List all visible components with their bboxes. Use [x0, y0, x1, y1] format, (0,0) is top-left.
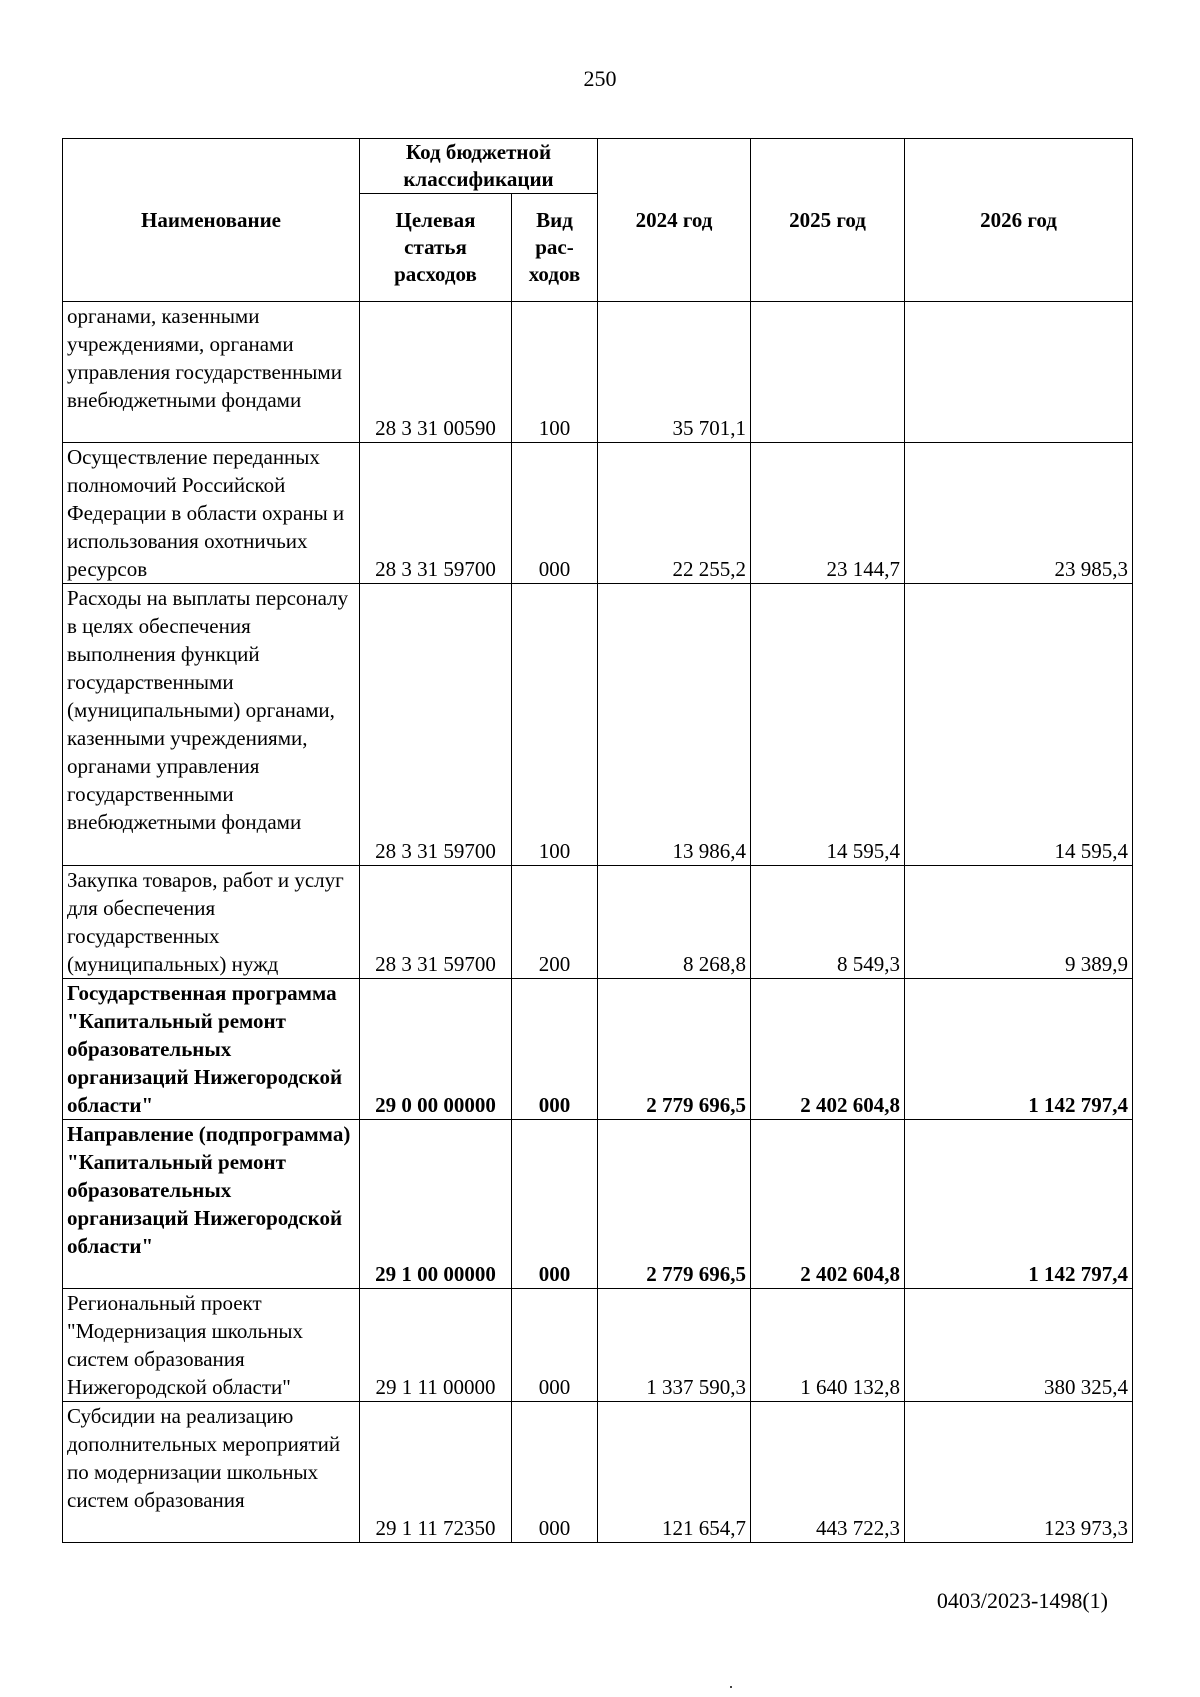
header-kind: Вид рас-ходов [512, 194, 598, 302]
row-value-2026: 1 142 797,4 [905, 979, 1133, 1120]
row-value-2024: 2 779 696,5 [598, 1120, 751, 1289]
row-name: Осуществление переданных полномочий Российской Федерации в области охраны и использования охотничьих ресурсов [63, 443, 360, 584]
row-value-2024: 22 255,2 [598, 443, 751, 584]
page-number: 250 [583, 66, 617, 91]
row-value-2024: 2 779 696,5 [598, 979, 751, 1120]
row-value-2026 [905, 302, 1133, 443]
row-value-2026: 9 389,9 [905, 866, 1133, 979]
row-value-2026: 1 142 797,4 [905, 1120, 1133, 1289]
row-value-2026: 380 325,4 [905, 1289, 1133, 1402]
row-target-code: 28 3 31 59700 [360, 443, 512, 584]
header-target: Целевая статья расходов [360, 194, 512, 302]
row-target-code: 28 3 31 59700 [360, 866, 512, 979]
row-target-code: 28 3 31 00590 [360, 302, 512, 443]
row-kind-code: 000 [512, 979, 598, 1120]
row-target-code: 28 3 31 59700 [360, 584, 512, 866]
row-value-2025: 2 402 604,8 [751, 979, 905, 1120]
row-value-2025: 23 144,7 [751, 443, 905, 584]
table-row [63, 866, 1133, 979]
row-value-2025 [751, 302, 905, 443]
scan-speck [730, 1686, 732, 1688]
row-name: Региональный проект "Модернизация школьных систем образования Нижегородской области" [63, 1289, 360, 1402]
document-id: 0403/2023-1498(1) [936, 1588, 1108, 1613]
row-name: Субсидии на реализацию дополнительных мероприятий по модернизации школьных систем образования [63, 1402, 360, 1543]
budget-table [62, 138, 1133, 1543]
row-value-2026: 23 985,3 [905, 443, 1133, 584]
row-name: органами, казенными учреждениями, органами управления государственными внебюджетными фондами [63, 302, 360, 443]
header-2025: 2025 год [751, 139, 905, 302]
table-row [63, 1402, 1133, 1543]
header-2026: 2026 год [905, 139, 1133, 302]
row-name: Закупка товаров, работ и услуг для обеспечения государственных (муниципальных) нужд [63, 866, 360, 979]
row-target-code: 29 0 00 00000 [360, 979, 512, 1120]
row-kind-code: 200 [512, 866, 598, 979]
header-name: Наименование [63, 139, 360, 302]
table-row [63, 1289, 1133, 1402]
row-value-2026: 14 595,4 [905, 584, 1133, 866]
row-name: Государственная программа "Капитальный ремонт образовательных организаций Нижегородской области" [63, 979, 360, 1120]
row-value-2025: 8 549,3 [751, 866, 905, 979]
table-row [63, 979, 1133, 1120]
row-target-code: 29 1 11 00000 [360, 1289, 512, 1402]
row-name: Направление (подпрограмма) "Капитальный ремонт образовательных организаций Нижегородской области" [63, 1120, 360, 1289]
row-value-2024: 13 986,4 [598, 584, 751, 866]
row-value-2026: 123 973,3 [905, 1402, 1133, 1543]
table-row [63, 443, 1133, 584]
row-kind-code: 000 [512, 443, 598, 584]
row-name: Расходы на выплаты персоналу в целях обеспечения выполнения функций государственными (муниципальными) органами, казенными учреждениями, органами управления государственными внебюджетными фондами [63, 584, 360, 866]
header-2024: 2024 год [598, 139, 751, 302]
row-kind-code: 000 [512, 1120, 598, 1289]
row-target-code: 29 1 11 72350 [360, 1402, 512, 1543]
table-row [63, 1120, 1133, 1289]
table-row [63, 584, 1133, 866]
row-kind-code: 000 [512, 1289, 598, 1402]
table-row [63, 302, 1133, 443]
row-value-2024: 35 701,1 [598, 302, 751, 443]
row-value-2025: 14 595,4 [751, 584, 905, 866]
row-value-2025: 2 402 604,8 [751, 1120, 905, 1289]
header-code-group: Код бюджетной классификации [360, 139, 598, 194]
row-kind-code: 000 [512, 1402, 598, 1543]
row-value-2024: 1 337 590,3 [598, 1289, 751, 1402]
row-value-2025: 443 722,3 [751, 1402, 905, 1543]
row-value-2025: 1 640 132,8 [751, 1289, 905, 1402]
row-value-2024: 8 268,8 [598, 866, 751, 979]
row-kind-code: 100 [512, 302, 598, 443]
row-target-code: 29 1 00 00000 [360, 1120, 512, 1289]
row-value-2024: 121 654,7 [598, 1402, 751, 1543]
row-kind-code: 100 [512, 584, 598, 866]
